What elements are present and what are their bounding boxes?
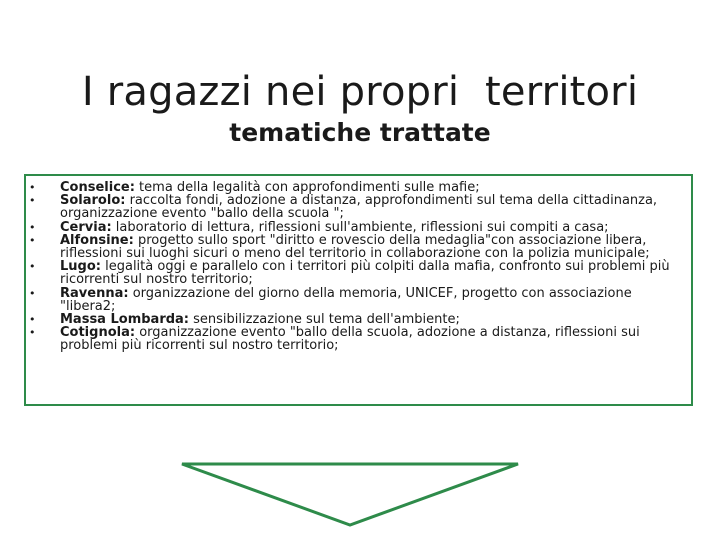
item-text: tema della legalità con approfondimenti sulle mafie; (134, 180, 480, 195)
city-name: Cervia: (60, 219, 112, 235)
item-text: legalità oggi e parallelo con i territori più colpiti dalla mafia, confronto sui problemi più ricorrenti sul nostro territorio; (60, 259, 670, 288)
list-item (24, 194, 690, 220)
list-item (24, 234, 690, 260)
city-name: Ravenna: (60, 285, 129, 301)
topics-list (24, 181, 690, 353)
city-name: Massa Lombarda: (60, 312, 190, 328)
item-text: raccolta fondi, adozione a distanza, approfondimenti sul tema della cittadinanza, organizzazione evento "ballo della scuola "; (60, 193, 658, 222)
item-text: sensibilizzazione sul tema dell'ambiente; (189, 312, 460, 328)
city-name: Solarolo: (60, 193, 126, 209)
item-text: laboratorio di lettura, riflessioni sull'ambiente, riflessioni sui compiti a casa; (111, 219, 609, 235)
city-name: Alfonsine: (60, 232, 134, 248)
down-arrow-icon (180, 462, 520, 528)
item-text: organizzazione del giorno della memoria, UNICEF, progetto con associazione "libera2; (60, 285, 632, 314)
list-item (24, 287, 690, 313)
slide-title: I ragazzi nei propri territori (81, 69, 639, 115)
down-arrow-shape (182, 464, 518, 525)
city-name: Lugo: (60, 259, 101, 275)
list-item (24, 326, 690, 352)
city-name: Cotignola: (60, 325, 136, 341)
item-text: organizzazione evento "ballo della scuola, adozione a distanza, riflessioni sui problemi più ricorrenti sul nostro territorio; (60, 325, 640, 354)
list-item (24, 260, 690, 286)
item-text: progetto sullo sport "diritto e rovescio della medaglia"con associazione libera, riflessioni sui luoghi sicuri o meno del territorio in collaborazione con la polizia municipale; (60, 232, 650, 262)
slide-subtitle: tematiche trattate (229, 118, 491, 147)
city-name: Conselice: (60, 180, 135, 195)
